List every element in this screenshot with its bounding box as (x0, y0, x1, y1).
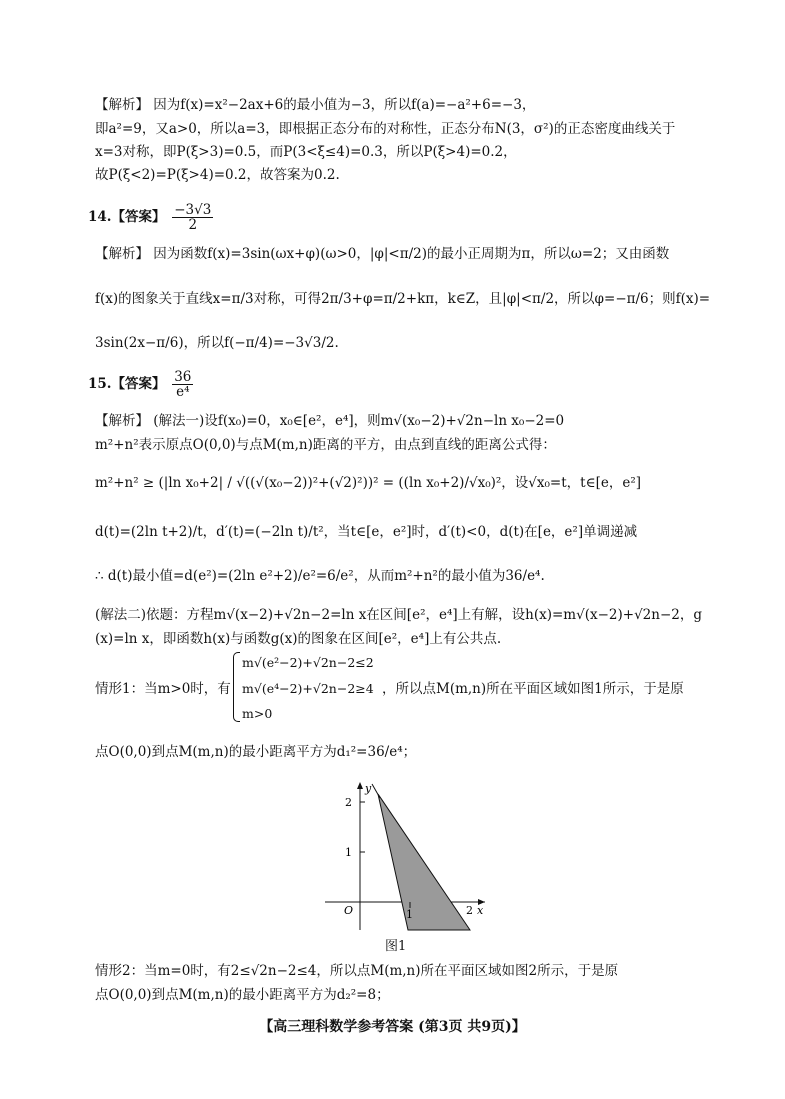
text-line: (x)=ln x，即函数h(x)与函数g(x)的图象在区间[e²，e⁴]上有公共点. (95, 631, 502, 647)
shaded-region (378, 794, 470, 930)
text-line: f(x)的图象关于直线x=π/3对称，可得2π/3+φ=π/2+kπ，k∈Z，且|φ|<π/2，所以φ=−π/6；则f(x)= (95, 291, 711, 307)
y-tick-label: 1 (345, 846, 352, 859)
q14-answer-numerator: −3√3 (174, 202, 212, 218)
text-line: 3sin(2x−π/6)，所以f(−π/4)=−3√3/2. (95, 335, 339, 351)
y-axis-label: y (365, 782, 372, 795)
text-line: ∴ d(t)最小值=d(e²)=(2ln e²+2)/e²=6/e²，从而m²+n²的最小值为36/e⁴. (95, 568, 545, 584)
figure-caption: 图1 (385, 939, 407, 954)
text-line: d(t)=(2ln t+2)/t，d′(t)=(−2ln t)/t²，当t∈[e，e²]时，d′(t)<0，d(t)在[e，e²]单调递减 (95, 524, 638, 540)
text-line: (解法二)依题：方程m√(x−2)+√2n−2=ln x在区间[e²，e⁴]上有解，设h(x)=m√(x−2)+√2n−2，g (95, 607, 702, 623)
text-line: m²+n² ≥ (|ln x₀+2| / √((√(x₀−2))²+(√2)²))² = ((ln x₀+2)/√x₀)²，设√x₀=t，t∈[e，e²] (95, 475, 642, 491)
q15-label: 15.【答案】 (88, 376, 166, 392)
system-line: m√(e²−2)+√2n−2≤2 (242, 655, 374, 670)
text-line: 情形2：当m=0时，有2≤√2n−2≤4，所以点M(m,n)所在平面区域如图2所示，于是原 (95, 963, 619, 979)
x-axis-label: x (477, 904, 484, 917)
system-brace (233, 652, 240, 722)
text-line: 即a²=9，又a>0，所以a=3，即根据正态分布的对称性，正态分布N(3，σ²)的正态密度曲线关于 (95, 121, 676, 137)
text-line (95, 680, 231, 698)
q15-answer-denominator: e⁴ (176, 384, 190, 400)
boundary-line (372, 784, 380, 798)
origin-label: O (344, 904, 354, 917)
text-line: m²+n²表示原点O(0,0)与点M(m,n)距离的平方，由点到直线的距离公式得： (95, 437, 556, 453)
text-line: x=3对称，即P(ξ>3)=0.5，而P(3<ξ≤4)=0.3，所以P(ξ>4)=0.2， (95, 144, 517, 160)
system-line: m√(e⁴−2)+√2n−2≥4 (242, 681, 374, 696)
x-tick-label: 2 (466, 904, 473, 917)
y-axis-arrow-icon (357, 782, 363, 789)
x-tick-label: 1 (406, 908, 413, 921)
q14-answer-denominator: 2 (188, 217, 198, 233)
q14-answer (88, 203, 215, 232)
text-line: 【解析】 (解法一)设f(x₀)=0，x₀∈[e²，e⁴]，则m√(x₀−2)+√2n−ln x₀−2=0 (95, 413, 565, 429)
system-line: m>0 (242, 706, 273, 721)
q14-label: 14.【答案】 (88, 209, 166, 225)
page-footer: 【高三理科数学参考答案 (第3页 共9页)】 (259, 1019, 526, 1035)
case1-suffix: ，所以点M(m,n)所在平面区域如图1所示，于是原 (382, 681, 684, 697)
y-tick-label: 2 (345, 796, 352, 809)
text-line: 点O(0,0)到点M(m,n)的最小距离平方为d₂²=8； (95, 987, 390, 1003)
q15-answer (88, 370, 195, 399)
case1-prefix: 情形1：当m>0时，有 (95, 681, 231, 697)
region-figure (320, 780, 490, 935)
text-line: 故P(ξ<2)=P(ξ>4)=0.2，故答案为0.2. (95, 167, 340, 183)
text-line: 【解析】 因为函数f(x)=3sin(ωx+φ)(ω>0，|φ|<π/2)的最小正周期为π，所以ω=2；又由函数 (95, 246, 670, 262)
text-line: 【解析】 因为f(x)=x²−2ax+6的最小值为−3，所以f(a)=−a²+6=−3， (95, 97, 536, 113)
text-line: 点O(0,0)到点M(m,n)的最小距离平方为d₁²=36/e⁴； (95, 744, 417, 760)
q15-answer-numerator: 36 (174, 369, 192, 385)
